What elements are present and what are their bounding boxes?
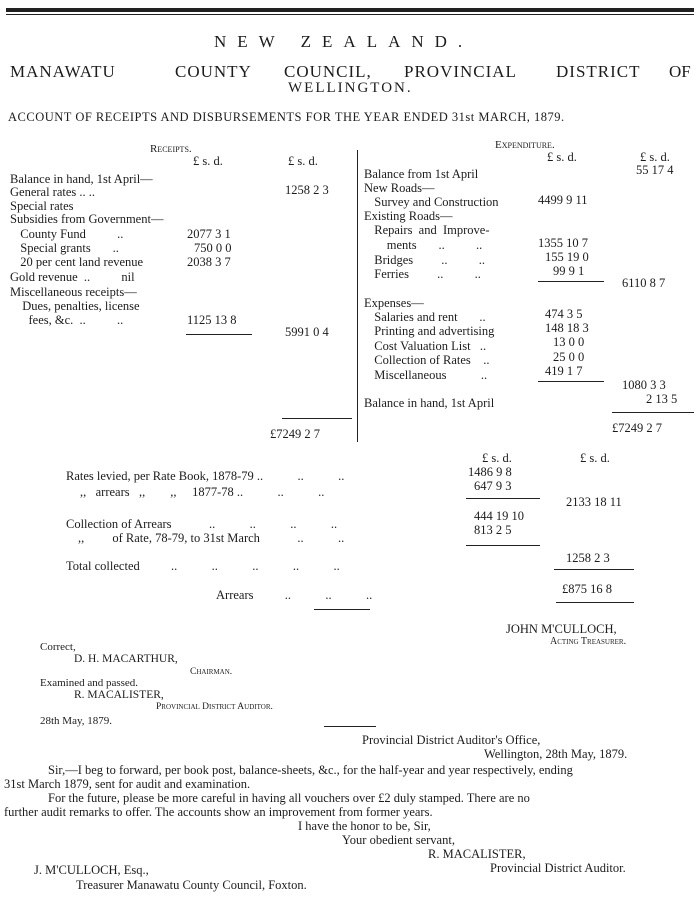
receipts-row: Subsidies from Government— xyxy=(10,212,164,226)
title-word-5: DISTRICT xyxy=(556,62,641,81)
expenditure-row: Ferries .. .. xyxy=(368,267,481,281)
letter-closing-2: Your obedient servant, xyxy=(342,833,455,847)
expenditure-expenses-rule xyxy=(538,381,604,382)
receipts-row: Dues, penalties, license xyxy=(16,299,140,313)
letter-para1-line2: 31st March 1879, sent for audit and examination. xyxy=(4,777,251,791)
letter-place-date: Wellington, 28th May, 1879. xyxy=(484,747,628,761)
expenditure-row: New Roads— xyxy=(364,181,435,195)
letter-office: Provincial District Auditor's Office, xyxy=(362,733,541,747)
expenditure-row: ments .. .. xyxy=(368,238,483,252)
expenditure-row-amount: 1355 10 7 xyxy=(538,236,588,250)
letter-addressee-title: Treasurer Manawatu County Council, Foxton. xyxy=(76,878,307,892)
chairman-title: Chairman. xyxy=(190,667,233,677)
treasurer-title: Acting Treasurer. xyxy=(550,636,627,647)
expenditure-total: £7249 2 7 xyxy=(612,421,662,435)
receipts-row-amount: 1258 2 3 xyxy=(285,183,329,197)
column-divider xyxy=(357,150,358,442)
expenditure-row: Survey and Construction xyxy=(368,195,499,209)
receipts-total-rule xyxy=(282,418,352,419)
receipts-total: £7249 2 7 xyxy=(270,427,320,441)
receipts-row: 20 per cent land revenue xyxy=(14,255,144,269)
title-word-3: COUNCIL, xyxy=(284,62,372,81)
expenditure-row: Bridges .. .. xyxy=(368,253,486,267)
letter-signer-title: Provincial District Auditor. xyxy=(490,861,626,875)
signature-date: 28th May, 1879. xyxy=(40,715,113,727)
expenditure-roads-subtotal: 6110 8 7 xyxy=(622,276,666,290)
expenditure-roads-rule xyxy=(538,281,604,282)
expenditure-col-head-2: £ s. d. xyxy=(640,150,670,164)
receipts-heading: Receipts. xyxy=(150,143,192,155)
expenditure-balance-value: 2 13 5 xyxy=(646,392,678,406)
expenditure-row: Miscellaneous .. xyxy=(368,368,488,382)
expenditure-row: Existing Roads— xyxy=(364,209,453,223)
expenditure-row-amount: 419 1 7 xyxy=(545,364,583,378)
examined-label: Examined and passed. xyxy=(40,677,139,689)
rates-arrears-total-label: Arrears .. .. .. xyxy=(216,588,373,602)
rates-col-head-2: £ s. d. xyxy=(580,451,610,465)
rates-collection-value: 444 19 10 xyxy=(474,509,524,523)
letter-rule xyxy=(324,726,376,727)
rates-rate-label: ,, of Rate, 78-79, to 31st March .. .. xyxy=(78,531,345,545)
treasurer-name: JOHN M'CULLOCH, xyxy=(506,622,617,636)
expenditure-row-amount: 13 0 0 xyxy=(553,335,585,349)
expenditure-row: Collection of Rates .. xyxy=(368,353,490,367)
expenditure-row-amount: 155 19 0 xyxy=(545,250,589,264)
receipts-subtotal: 5991 0 4 xyxy=(285,325,329,339)
expenditure-row: Salaries and rent .. xyxy=(368,310,486,324)
title-country: NEW ZEALAND. xyxy=(214,32,474,51)
receipts-row-amount: 1125 13 8 xyxy=(187,313,237,327)
rates-rule-2 xyxy=(466,545,540,546)
auditor-title: Provincial District Auditor. xyxy=(156,702,273,712)
expenditure-row: Expenses— xyxy=(364,296,424,310)
rates-arrears-label: ,, arrears ,, ,, 1877-78 .. .. .. xyxy=(80,485,325,499)
expenditure-row: Balance from 1st April xyxy=(364,167,479,181)
receipts-row: Special grants .. xyxy=(14,241,119,255)
rates-rule-1 xyxy=(466,498,540,499)
rates-arrears-total-value: £875 16 8 xyxy=(562,582,612,596)
rates-arrears-value: 647 9 3 xyxy=(474,479,512,493)
expenditure-col-head-1: £ s. d. xyxy=(547,150,577,164)
correct-label: Correct, xyxy=(40,641,76,653)
receipts-row: Gold revenue .. nil xyxy=(10,270,135,284)
expenditure-row: Repairs and Improve- xyxy=(368,223,490,237)
rates-rule-3 xyxy=(554,569,634,570)
receipts-row: Balance in hand, 1st April— xyxy=(10,172,153,186)
receipts-col-head-1: £ s. d. xyxy=(193,154,223,168)
letter-closing-1: I have the honor to be, Sir, xyxy=(298,819,431,833)
title-word-2: COUNTY xyxy=(175,62,252,81)
letter-para1-line1: Sir,—I beg to forward, per book post, balance-sheets, &c., for the half-year and year respectively, ending xyxy=(48,763,573,777)
receipts-row: County Fund .. xyxy=(14,227,124,241)
letter-addressee: J. M'CULLOCH, Esq., xyxy=(34,863,149,877)
receipts-sub-rule xyxy=(186,334,252,335)
expenditure-row-amount: 25 0 0 xyxy=(553,350,585,364)
rates-rate-value: 813 2 5 xyxy=(474,523,512,537)
expenditure-expenses-subtotal: 1080 3 3 xyxy=(622,378,666,392)
rates-sum-1: 2133 18 11 xyxy=(566,495,622,509)
receipts-row-amount: 2038 3 7 xyxy=(187,255,231,269)
receipts-row: Special rates xyxy=(10,199,74,213)
expenditure-heading: Expenditure. xyxy=(495,139,555,151)
expenditure-row-amount: 55 17 4 xyxy=(636,163,674,177)
letter-signer: R. MACALISTER, xyxy=(428,847,526,861)
receipts-row-amount: 750 0 0 xyxy=(194,241,232,255)
top-rule-thick xyxy=(6,8,694,12)
title-city: WELLINGTON. xyxy=(288,80,413,96)
receipts-row-amount: 2077 3 1 xyxy=(187,227,231,241)
account-title: ACCOUNT OF RECEIPTS AND DISBURSEMENTS FOR THE YEAR ENDED 31st MARCH, 1879. xyxy=(8,110,565,124)
expenditure-total-rule xyxy=(612,412,694,413)
expenditure-row-amount: 4499 9 11 xyxy=(538,193,588,207)
expenditure-row: Printing and advertising xyxy=(368,324,495,338)
expenditure-row-amount: 99 9 1 xyxy=(553,264,585,278)
expenditure-row: Cost Valuation List .. xyxy=(368,339,487,353)
chairman-name: D. H. MACARTHUR, xyxy=(74,653,178,665)
auditor-name: R. MACALISTER, xyxy=(74,689,164,701)
title-word-1: MANAWATU xyxy=(10,62,116,81)
top-rule-thin xyxy=(6,14,694,15)
receipts-col-head-2: £ s. d. xyxy=(288,154,318,168)
expenditure-row-amount: 148 18 3 xyxy=(545,321,589,335)
rates-levied-value: 1486 9 8 xyxy=(468,465,512,479)
receipts-row: General rates .. .. xyxy=(10,185,96,199)
letter-para2-line1: For the future, please be more careful in having all vouchers over £2 duly stamped. There are no xyxy=(48,791,530,805)
receipts-row: fees, &c. .. .. xyxy=(16,313,124,327)
rates-bottom-rule-right xyxy=(556,602,634,603)
title-word-4: PROVINCIAL xyxy=(404,62,517,81)
rates-total-collected-value: 1258 2 3 xyxy=(566,551,610,565)
rates-levied-label: Rates levied, per Rate Book, 1878-79 .. .. .. xyxy=(66,469,345,483)
letter-para2-line2: further audit remarks to offer. The accounts show an improvement from former years. xyxy=(4,805,433,819)
rates-total-collected-label: Total collected .. .. .. .. .. xyxy=(66,559,340,573)
rates-bottom-rule xyxy=(314,609,370,610)
receipts-row: Miscellaneous receipts— xyxy=(10,285,137,299)
title-word-6: OF xyxy=(669,62,691,81)
rates-collection-label: Collection of Arrears .. .. .. .. xyxy=(66,517,338,531)
expenditure-row-amount: 474 3 5 xyxy=(545,307,583,321)
rates-col-head-1: £ s. d. xyxy=(482,451,512,465)
expenditure-balance-label: Balance in hand, 1st April xyxy=(364,396,495,410)
